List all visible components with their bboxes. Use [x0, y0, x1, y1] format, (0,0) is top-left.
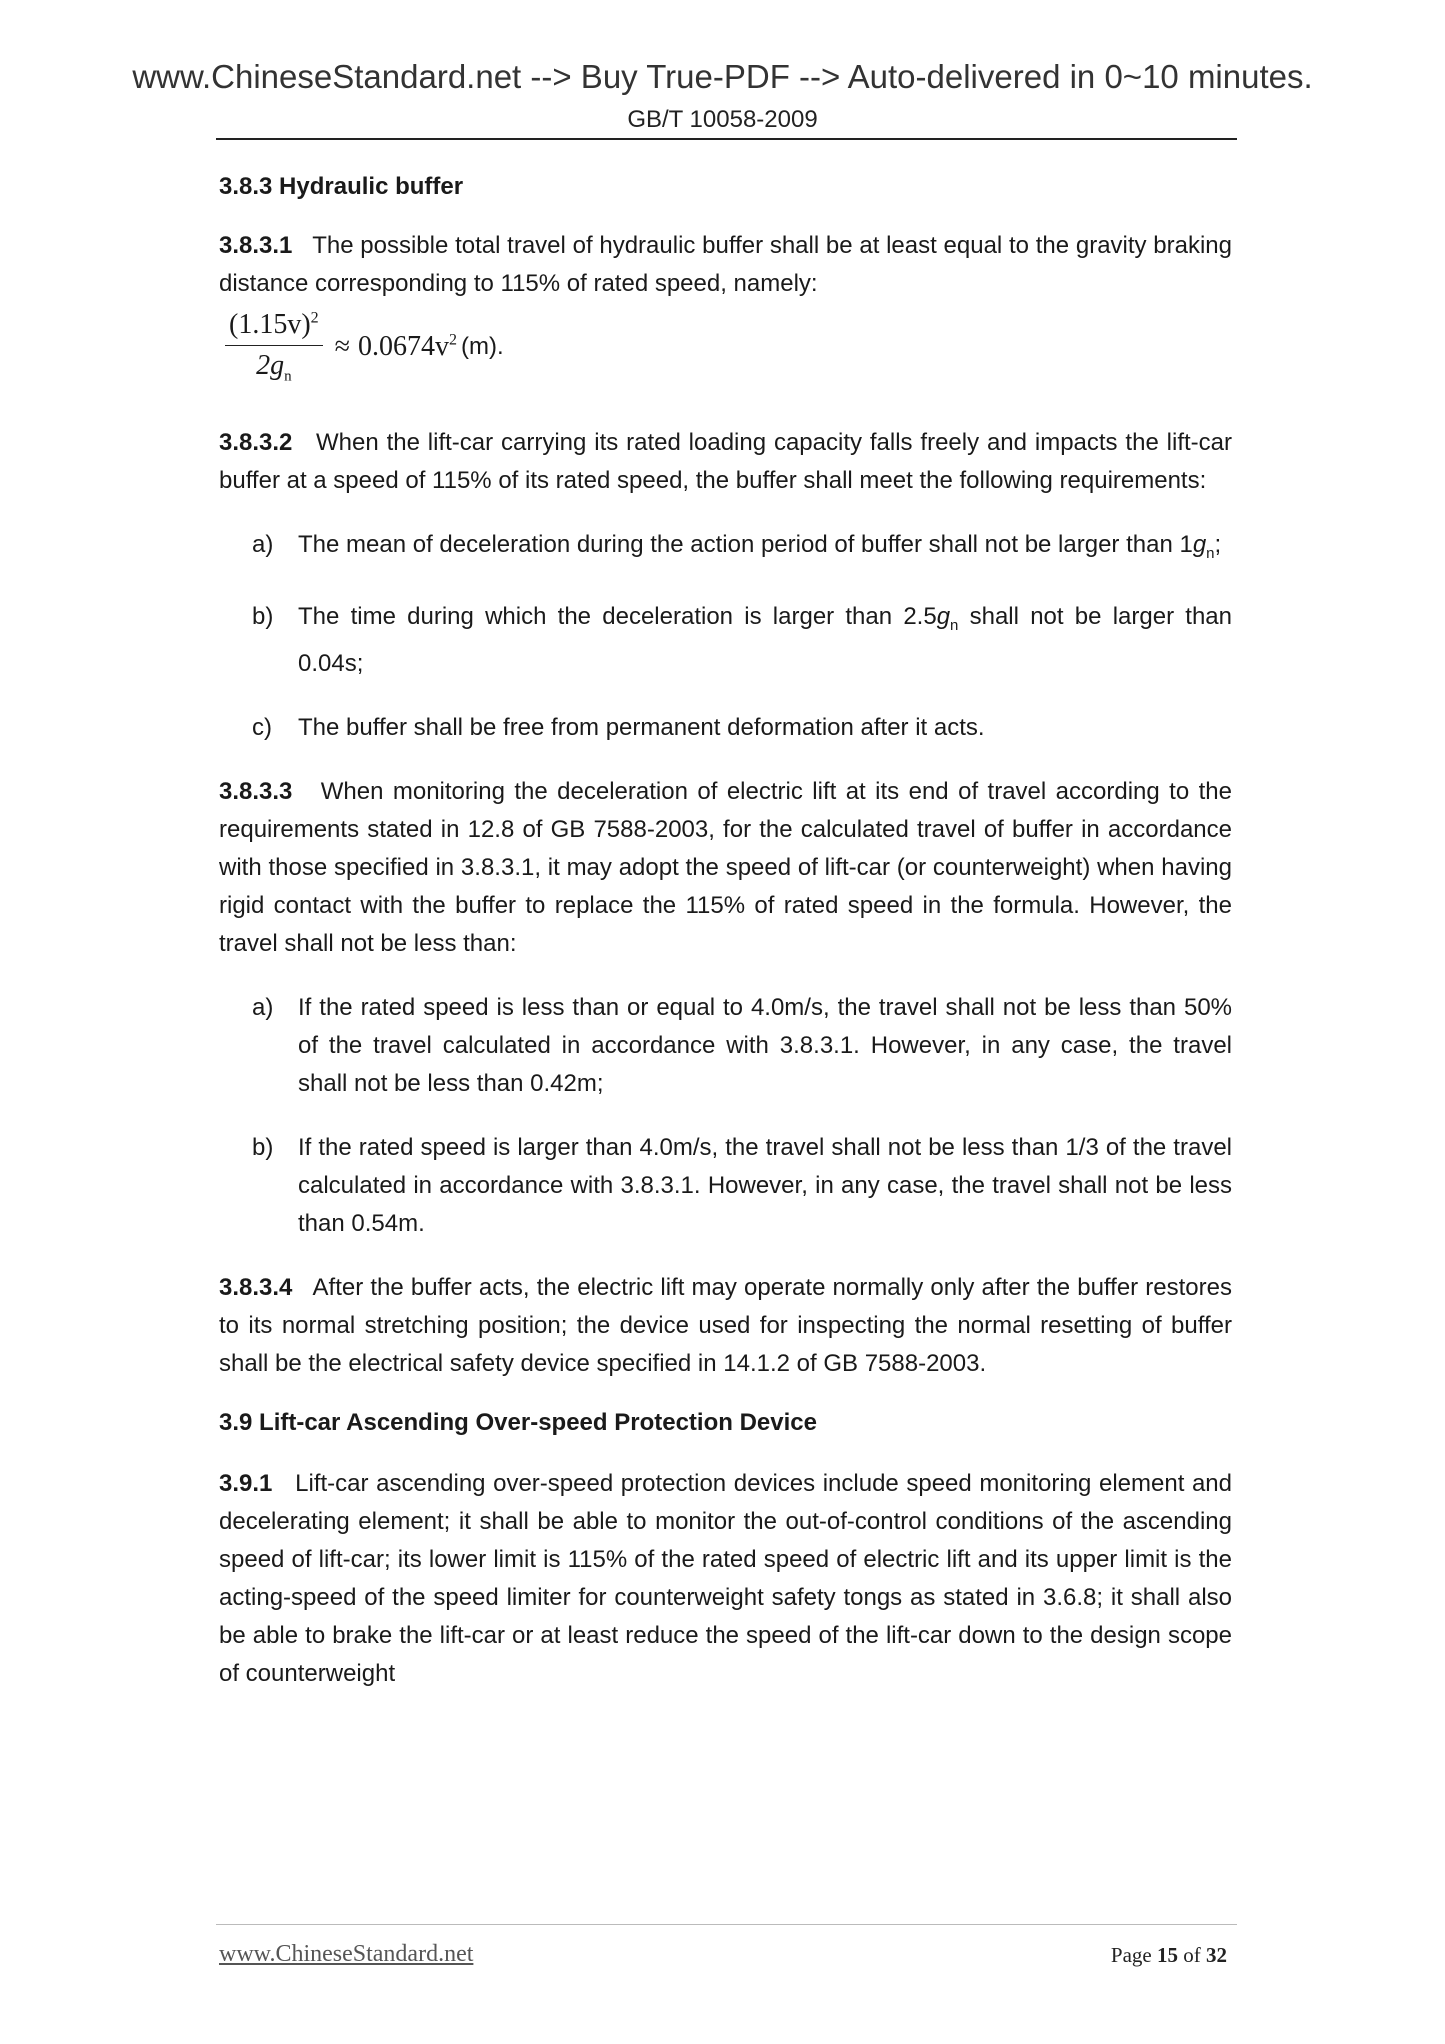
list-text: The mean of deceleration during the action period of buffer shall not be larger than $1g_n$; [298, 530, 1222, 562]
paragraph-3-8-3-2 [219, 424, 1232, 500]
clause-text: The possible total travel of hydraulic buffer shall be at least equal to the gravity braking distance corresponding to 115% of rated speed, namely: [219, 232, 1232, 297]
formula-denominator: $2g_n$ [256, 350, 292, 385]
list-text: If the rated speed is less than or equal to 4.0m/s, the travel shall not be less than 50% of the travel calculated in accordance with 3.8.3.1. However, in any case, the travel shall not be less than 0.42m; [298, 994, 1232, 1098]
list-label: a) [252, 994, 274, 1022]
formula-approx: ≈ [334, 331, 351, 363]
list-item [219, 989, 1232, 1103]
paragraph-3-9-1 [219, 1465, 1232, 1693]
clause-number: 3.8.3.3 [219, 778, 293, 806]
clause-text: Lift-car ascending over-speed protection devices include speed monitoring element and decelerating element; it shall be able to monitor the out-of-control conditions of the ascending speed of lift-car; its lower limit is 115% of the rated speed of electric lift and its upper limit is the acting-speed of the speed limiter for counterweight safety tongs as stated in 3.6.8; it shall also be able to brake the lift-car or at least reduce the speed of the lift-car down to the design scope of counterweight [219, 1470, 1232, 1688]
list-text: The time during which the deceleration is larger than $2.5g_n$ shall not be larger than 0.04s; [298, 603, 1233, 678]
list-text: If the rated speed is larger than 4.0m/s, the travel shall not be less than 1/3 of the travel calculated in accordance with 3.8.3.1. However, in any case, the travel shall not be less than 0.54m. [298, 1134, 1232, 1238]
list-item [219, 1129, 1232, 1243]
clause-number: 3.8.3.4 [219, 1274, 293, 1302]
list-label: b) [252, 603, 274, 631]
list-item [219, 709, 1232, 747]
clause-number: 3.9.1 [219, 1470, 273, 1498]
paragraph-3-8-3-1 [219, 227, 1232, 303]
clause-number: 3.8.3.1 [219, 232, 293, 259]
formula-fraction [225, 309, 323, 386]
paragraph-3-8-3-3 [219, 773, 1232, 963]
paragraph-3-8-3-4 [219, 1269, 1232, 1383]
clause-number: 3.8.3.2 [219, 428, 293, 456]
list-label: a) [252, 530, 274, 558]
list-text: The buffer shall be free from permanent deformation after it acts. [298, 714, 985, 742]
formula-travel [225, 309, 1232, 386]
header-rule [216, 138, 1237, 140]
section-heading-3-9: 3.9 Lift-car Ascending Over-speed Protection Device [219, 1409, 817, 1437]
site-banner[interactable]: www.ChineseStandard.net --> Buy True-PDF --> Auto-delivered in 0~10 minutes. [132, 58, 1313, 95]
footer-rule [216, 1924, 1237, 1925]
clause-text: After the buffer acts, the electric lift may operate normally only after the buffer restores to its normal stretching position; the device used for inspecting the normal resetting of buffer shall be the electrical safety device specified in 14.1.2 of GB 7588-2003. [219, 1274, 1232, 1378]
list-item [219, 598, 1232, 683]
footer-link[interactable]: www.ChineseStandard.net [219, 1941, 474, 1967]
list-label: c) [252, 714, 272, 742]
list-item [219, 526, 1232, 573]
formula-numerator: $(1.15v)^2$ [225, 309, 323, 346]
document-body [219, 173, 1232, 1719]
formula-rhs: $0.0674v^2$ [358, 331, 458, 363]
standard-number: GB/T 10058-2009 [627, 106, 818, 133]
section-heading-3-8-3: 3.8.3 Hydraulic buffer [219, 173, 464, 200]
clause-text: When monitoring the deceleration of electric lift at its end of travel according to the requirements stated in 12.8 of GB 7588-2003, for the calculated travel of buffer in accordance with those specified in 3.8.3.1, it may adopt the speed of lift-car (or counterweight) when having rigid contact with the buffer to replace the 115% of rated speed in the formula. However, the travel shall not be less than: [219, 778, 1232, 958]
list-label: b) [252, 1134, 274, 1162]
clause-text: When the lift-car carrying its rated loading capacity falls freely and impacts the lift-car buffer at a speed of 115% of its rated speed, the buffer shall meet the following requirements: [219, 428, 1232, 494]
formula-unit: (m). [461, 333, 504, 361]
page-indicator: Page 15 of 32 [1110, 1943, 1227, 1967]
